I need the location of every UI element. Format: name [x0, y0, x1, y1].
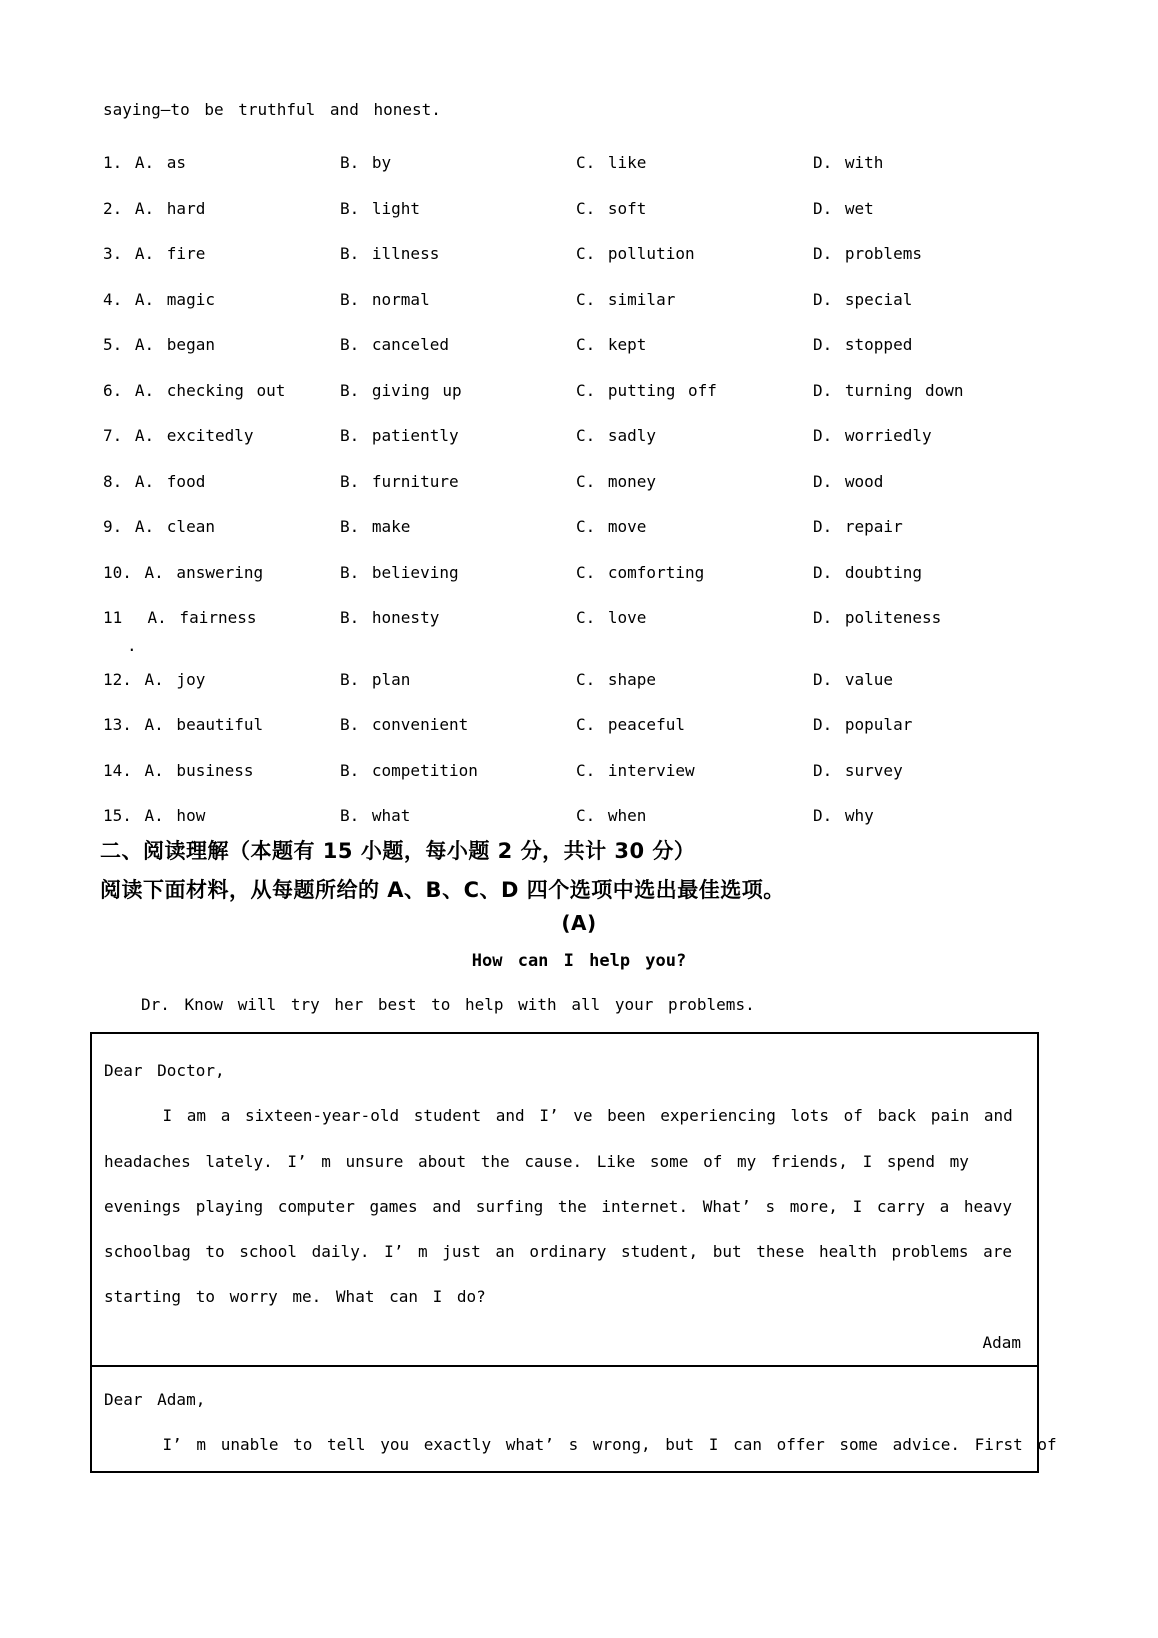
letter-line: Dear Doctor,	[104, 1061, 225, 1080]
option-cell: B. normal	[340, 289, 430, 309]
option-cell: 9. A. clean	[103, 517, 215, 536]
option-cell: D. turning down	[813, 380, 964, 400]
option-cell: C. soft	[576, 198, 647, 218]
cloze-row	[103, 550, 1083, 596]
option-cell: 15. A. how	[103, 806, 206, 825]
option-cell: 11 A. fairness	[103, 608, 257, 627]
option-cell: D. special	[813, 289, 913, 309]
wrapped-period: .	[127, 635, 137, 655]
option-cell: B. furniture	[340, 471, 459, 491]
option-cell: 12. A. joy	[103, 669, 206, 689]
cloze-row	[103, 657, 1083, 703]
option-cell: 1. A. as	[103, 153, 187, 172]
option-cell: D. wet	[813, 198, 874, 218]
letter-line: starting to worry me. What can I do?	[104, 1287, 486, 1307]
option-cell: D. worriedly	[813, 426, 932, 445]
option-cell: D. wood	[813, 471, 884, 491]
option-cell: D. stopped	[813, 335, 913, 354]
cloze-row	[103, 595, 1083, 641]
cloze-row	[103, 504, 1083, 550]
option-cell: B. make	[340, 517, 411, 536]
option-cell: 14. A. business	[103, 760, 254, 780]
cloze-row	[103, 231, 1083, 277]
letter-line: I’ m unable to tell you exactly what’ s wrong, but I can offer some advice. First of	[104, 1435, 1057, 1455]
cloze-row	[103, 277, 1083, 323]
passage-a-intro: Dr. Know will try her best to help with all your problems.	[141, 995, 755, 1014]
letter-line: Dear Adam,	[104, 1390, 206, 1409]
section-two-heading: 二、阅读理解（本题有 15 小题，每小题 2 分，共计 30 分）	[100, 839, 696, 863]
passage-a-label: (A)	[561, 911, 597, 935]
option-cell: C. similar	[576, 289, 676, 309]
option-cell: 6. A. checking out	[103, 380, 286, 400]
option-cell: C. shape	[576, 669, 657, 689]
option-cell: B. giving up	[340, 380, 462, 400]
cloze-row	[103, 368, 1083, 414]
option-cell: B. patiently	[340, 426, 459, 445]
option-cell: 2. A. hard	[103, 198, 206, 218]
cloze-row	[103, 702, 1083, 748]
option-cell: C. interview	[576, 760, 695, 780]
option-cell: D. why	[813, 806, 874, 825]
option-cell: B. convenient	[340, 715, 469, 734]
cloze-row	[103, 413, 1083, 459]
option-cell: B. light	[340, 198, 421, 218]
cloze-row	[103, 748, 1083, 794]
option-cell: C. sadly	[576, 426, 657, 445]
option-cell: D. value	[813, 669, 894, 689]
option-cell: B. by	[340, 153, 392, 172]
option-cell: 7. A. excitedly	[103, 426, 254, 445]
cloze-passage-tail-line: saying—to be truthful and honest.	[103, 100, 441, 119]
passage-a-title: How can I help you?	[471, 951, 687, 971]
cloze-row	[103, 140, 1083, 186]
option-cell: D. survey	[813, 760, 903, 780]
option-cell: D. with	[813, 153, 884, 172]
option-cell: B. believing	[340, 562, 459, 582]
option-cell: D. popular	[813, 715, 913, 734]
cloze-row	[103, 186, 1083, 232]
letter-signature: Adam	[982, 1332, 1021, 1352]
letter-line: schoolbag to school daily. I’ m just an ordinary student, but these health problems are	[104, 1242, 1013, 1262]
option-cell: D. repair	[813, 517, 903, 536]
section-two-instruction: 阅读下面材料，从每题所给的 A、B、C、D 四个选项中选出最佳选项。	[100, 878, 785, 902]
option-cell: C. kept	[576, 335, 647, 354]
option-cell: B. what	[340, 806, 411, 825]
option-cell: 3. A. fire	[103, 244, 206, 263]
option-cell: 10. A. answering	[103, 562, 264, 582]
option-cell: C. pollution	[576, 244, 695, 263]
option-cell: C. move	[576, 517, 647, 536]
letter-to-doctor-box	[90, 1032, 1039, 1367]
option-cell: 13. A. beautiful	[103, 715, 264, 734]
option-cell: C. when	[576, 806, 647, 825]
option-cell: C. money	[576, 471, 657, 491]
cloze-options	[103, 140, 1083, 839]
cloze-row	[103, 459, 1083, 505]
option-cell: B. canceled	[340, 335, 449, 354]
option-cell: C. peaceful	[576, 715, 685, 734]
option-cell: D. politeness	[813, 608, 942, 627]
option-cell: B. illness	[340, 244, 440, 263]
option-cell: 8. A. food	[103, 471, 206, 491]
cloze-row	[103, 322, 1083, 368]
option-cell: D. doubting	[813, 562, 922, 582]
option-cell: B. plan	[340, 669, 411, 689]
option-cell: C. like	[576, 153, 647, 172]
option-cell: C. love	[576, 608, 647, 627]
option-cell: 5. A. began	[103, 335, 215, 354]
option-cell: 4. A. magic	[103, 289, 215, 309]
option-cell: B. competition	[340, 760, 478, 780]
letter-reply-box	[90, 1367, 1057, 1473]
option-cell: C. comforting	[576, 562, 705, 582]
letter-line: I am a sixteen-year-old student and I’ ve been experiencing lots of back pain and	[104, 1106, 1013, 1126]
letter-line: headaches lately. I’ m unsure about the cause. Like some of my friends, I spend my	[104, 1151, 969, 1171]
cloze-row	[103, 793, 1083, 839]
option-cell: B. honesty	[340, 608, 440, 627]
option-cell: C. putting off	[576, 380, 717, 400]
letter-line: evenings playing computer games and surfing the internet. What’ s more, I carry a heavy	[104, 1196, 1013, 1216]
option-cell: D. problems	[813, 244, 922, 263]
